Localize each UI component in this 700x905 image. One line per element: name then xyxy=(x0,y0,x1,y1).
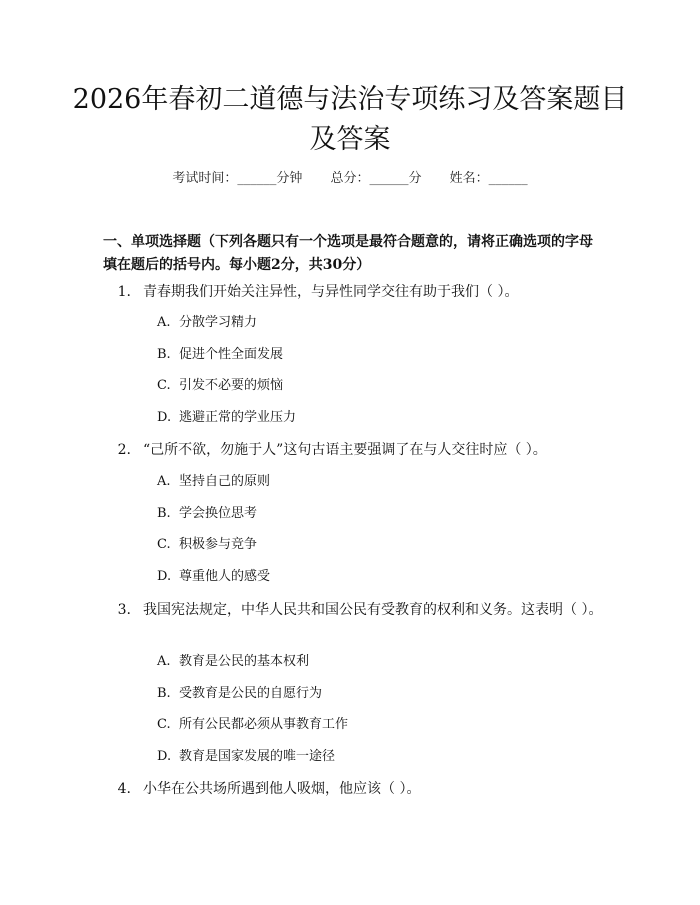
option-text: 受教育是公民的自愿行为 xyxy=(179,686,323,701)
question-number: 4. xyxy=(117,781,131,797)
section-heading: 一、单项选择题（下列各题只有一个选项是最符合题意的，请将正确选项的字母填在题后的括号内。每小题2分，共30分） xyxy=(103,234,593,273)
option-text: 促进个性全面发展 xyxy=(179,347,284,362)
option-2d xyxy=(157,568,270,586)
option-letter: D. xyxy=(157,569,172,584)
option-text: 引发不必要的烦恼 xyxy=(179,378,284,393)
option-1a xyxy=(157,314,257,332)
question-text: 青春期我们开始关注异性，与异性同学交往有助于我们（ ）。 xyxy=(143,284,519,300)
option-3b xyxy=(157,685,322,703)
option-1b xyxy=(157,346,283,364)
option-text: 教育是公民的基本权利 xyxy=(179,654,310,669)
option-1d xyxy=(157,409,296,427)
question-text: 我国宪法规定，中华人民共和国公民有受教育的权利和义务。这表明（ ）。 xyxy=(143,602,603,618)
option-letter: A. xyxy=(157,315,171,330)
option-3d xyxy=(157,748,335,766)
option-letter: B. xyxy=(157,347,171,362)
question-1 xyxy=(103,281,603,304)
option-letter: C. xyxy=(157,537,171,552)
question-2 xyxy=(103,439,603,462)
question-number: 1. xyxy=(117,284,131,300)
option-text: 学会换位思考 xyxy=(179,506,258,521)
option-letter: D. xyxy=(157,749,172,764)
option-2a xyxy=(157,473,270,491)
option-3c xyxy=(157,716,348,734)
option-1c xyxy=(157,377,283,395)
page-title: 2026年春初二道德与法治专项练习及答案题目及答案 xyxy=(72,84,628,155)
question-number: 2. xyxy=(117,442,131,458)
option-text: 逃避正常的学业压力 xyxy=(179,410,297,425)
question-number: 3. xyxy=(117,602,131,618)
option-text: 积极参与竞争 xyxy=(179,537,258,552)
exam-time-field: 考试时间：______分钟 xyxy=(172,171,303,186)
option-text: 所有公民都必须从事教育工作 xyxy=(179,717,349,732)
option-2c xyxy=(157,536,257,554)
option-letter: B. xyxy=(157,506,171,521)
question-4 xyxy=(103,778,603,801)
option-text: 分散学习精力 xyxy=(179,315,258,330)
option-text: 坚持自己的原则 xyxy=(179,474,271,489)
question-text: 小华在公共场所遇到他人吸烟，他应该（ ）。 xyxy=(143,781,421,797)
option-3a xyxy=(157,653,309,671)
option-letter: D. xyxy=(157,410,172,425)
exam-info xyxy=(0,167,700,186)
option-letter: B. xyxy=(157,686,171,701)
option-letter: A. xyxy=(157,654,171,669)
question-text: “己所不欲，勿施于人”这句古语主要强调了在与人交往时应（ ）。 xyxy=(143,442,547,458)
total-score-field: 总分：______分 xyxy=(330,171,422,186)
option-letter: C. xyxy=(157,717,171,732)
option-text: 尊重他人的感受 xyxy=(179,569,271,584)
option-letter: C. xyxy=(157,378,171,393)
name-field: 姓名：______ xyxy=(449,171,528,186)
option-2b xyxy=(157,505,257,523)
option-letter: A. xyxy=(157,474,171,489)
option-text: 教育是国家发展的唯一途径 xyxy=(179,749,336,764)
question-3 xyxy=(103,599,603,622)
